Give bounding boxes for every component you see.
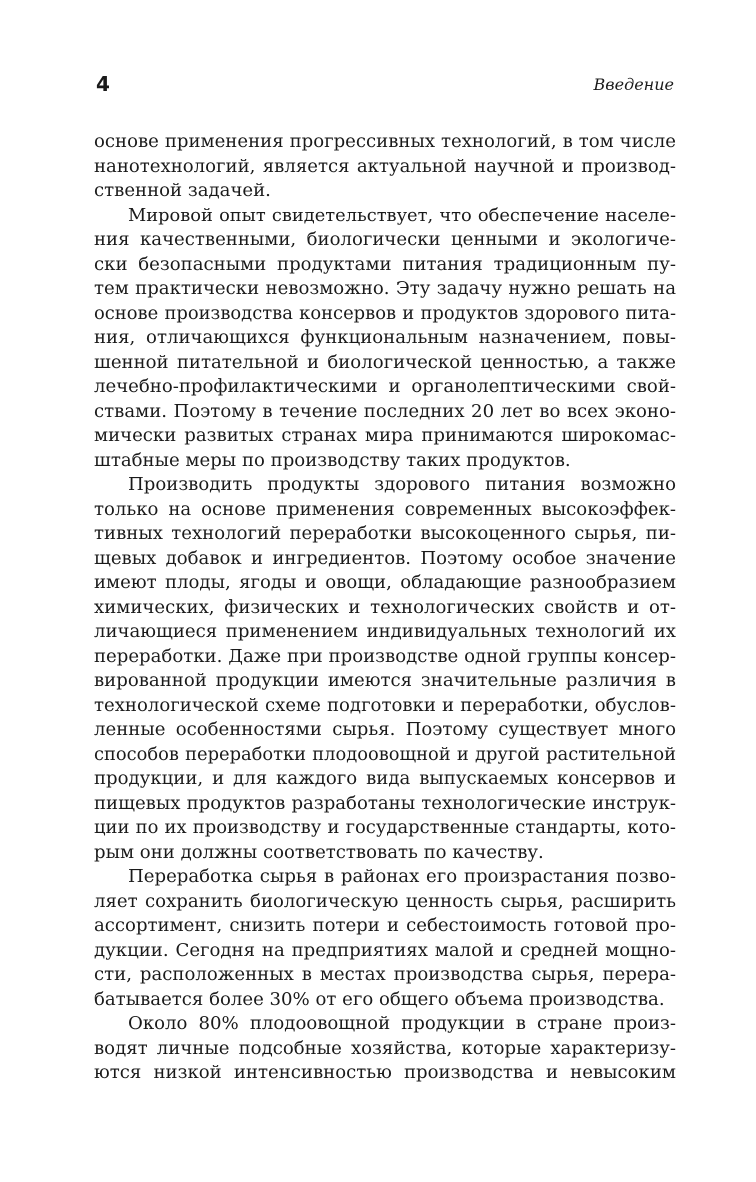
text-line: ственной задачей. — [94, 180, 271, 201]
text-line: личающиеся применением индивидуальных технологий их — [94, 621, 676, 642]
text-line: способов переработки плодоовощной и другой растительной — [94, 743, 676, 765]
text-line: рым они должны соответствовать по качеству. — [94, 841, 544, 863]
text-line: ски безопасными продуктами питания традиционным пу- — [94, 253, 676, 275]
text-line: вированной продукции имеются значительные различия в — [94, 670, 676, 691]
text-line: ния качественными, биологически ценными и экологиче- — [94, 229, 676, 250]
text-line: нанотехнологий, является актуальной научной и производ- — [94, 155, 676, 177]
text-line: ляет сохранить биологическую ценность сырья, расширить — [94, 890, 676, 912]
text-line: тем практически невозможно. Эту задачу нужно решать на — [94, 278, 676, 299]
text-line: мически развитых странах мира принимаются широкомас- — [94, 425, 676, 446]
text-line: Мировой опыт свидетельствует, что обеспечение населе- — [128, 204, 676, 226]
text-line: щевых добавок и ингредиентов. Поэтому особое значение — [94, 547, 676, 569]
text-line: химических, физических и технологических свойств и от- — [94, 596, 676, 618]
text-line: технологической схеме подготовки и переработки, обуслов- — [94, 694, 676, 716]
page-number: 4 — [96, 72, 110, 96]
text-line: тивных технологий переработки высокоценного сырья, пи- — [94, 523, 676, 544]
text-line: лечебно-профилактическими и органолептическими свой- — [94, 376, 676, 397]
text-line: ются низкой интенсивностью производства и невысоким — [94, 1062, 676, 1083]
body-text — [94, 130, 676, 1086]
text-line: ния, отличающихся функциональным назначением, повы- — [94, 327, 676, 348]
text-line: шенной питательной и биологической ценностью, а также — [94, 351, 676, 373]
text-line: основе производства консервов и продуктов здорового пита- — [94, 302, 676, 324]
text-line: Производить продукты здорового питания возможно — [128, 474, 676, 495]
text-line: водят личные подсобные хозяйства, которые характеризу- — [94, 1037, 676, 1059]
text-line: пищевых продуктов разработаны технологические инструк- — [94, 792, 676, 814]
text-line: только на основе применения современных высокоэффек- — [94, 498, 676, 520]
text-line: переработки. Даже при производстве одной группы консер- — [94, 645, 676, 667]
text-line: ассортимент, снизить потери и себестоимость готовой про- — [94, 915, 676, 936]
text-line: сти, расположенных в местах производства сырья, перера- — [94, 964, 676, 985]
text-line: продукции, и для каждого вида выпускаемых консервов и — [94, 768, 676, 789]
text-line: ленные особенностями сырья. Поэтому существует много — [94, 719, 676, 740]
text-line: дукции. Сегодня на предприятиях малой и средней мощно- — [94, 939, 676, 961]
running-head: Введение — [593, 75, 674, 94]
text-line: Около 80% плодоовощной продукции в стране произ- — [128, 1013, 676, 1034]
text-line: Переработка сырья в районах его произрастания позво- — [128, 866, 676, 887]
text-line: ции по их производству и государственные стандарты, кото- — [94, 817, 676, 838]
text-line: имеют плоды, ягоды и овощи, обладающие разнообразием — [94, 572, 676, 593]
text-line: ствами. Поэтому в течение последних 20 лет во всех эконо- — [94, 400, 676, 422]
text-line: батывается более 30% от его общего объема производства. — [94, 988, 665, 1010]
text-line: основе применения прогрессивных технологий, в том числе — [94, 131, 676, 152]
text-line: штабные меры по производству таких продуктов. — [94, 449, 571, 471]
